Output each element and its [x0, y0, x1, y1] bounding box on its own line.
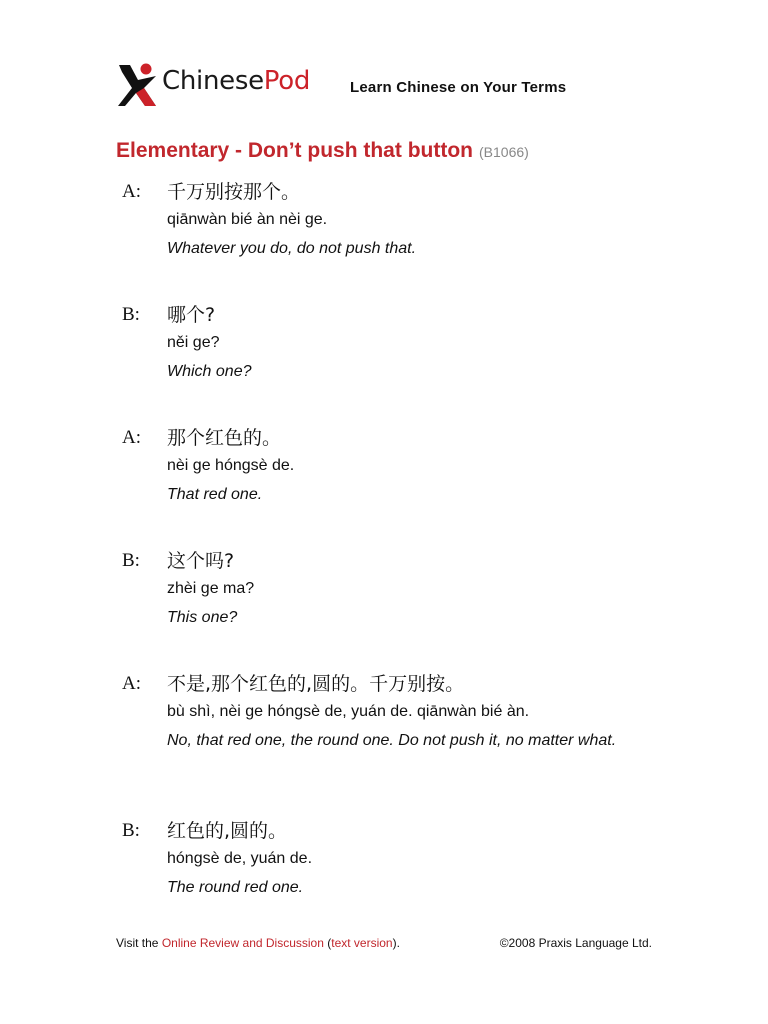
pinyin-text: bù shì, nèi ge hóngsè de, yuán de. qiānwàn bié àn. [167, 703, 530, 720]
dialogue-line [122, 178, 662, 301]
footer-visit-prefix: Visit the [116, 936, 162, 950]
dialogue-line [122, 670, 662, 817]
hanzi-text: 这个吗? [167, 550, 235, 572]
header [116, 60, 676, 110]
pinyin-text: něi ge? [167, 334, 220, 351]
lesson-code: (B1066) [479, 144, 529, 160]
hanzi-text: 哪个? [167, 304, 216, 326]
speaker-label: B: [122, 304, 140, 325]
hanzi-text: 红色的,圆的。 [167, 820, 288, 842]
logo-accent: Pod [263, 66, 311, 96]
hanzi-text: 千万别按那个。 [167, 181, 301, 203]
pinyin-text: nèi ge hóngsè de. [167, 457, 295, 474]
speaker-label: A: [122, 673, 141, 694]
speaker-label: B: [122, 820, 140, 841]
pinyin-text: zhèi ge ma? [167, 580, 255, 597]
footer-paren-open: ( [323, 936, 332, 950]
dialogue-line [122, 301, 662, 424]
hanzi-text: 不是,那个红色的,圆的。千万别按。 [167, 673, 465, 695]
logo-main: Chinese [162, 66, 264, 96]
speaker-label: B: [122, 550, 140, 571]
lesson-title [116, 139, 529, 163]
dialogue [122, 178, 662, 917]
dialogue-line [122, 817, 662, 917]
logo-wordmark [162, 66, 310, 96]
hanzi-text: 那个红色的。 [167, 427, 282, 449]
tagline: Learn Chinese on Your Terms [350, 79, 567, 96]
speaker-label: A: [122, 427, 141, 448]
english-translation: No, that red one, the round one. Do not push it, no matter what. [167, 732, 617, 749]
dialogue-line [122, 424, 662, 547]
english-translation: This one? [167, 609, 238, 626]
speaker-label: A: [122, 181, 141, 202]
footer [116, 936, 652, 950]
english-translation: That red one. [167, 486, 263, 503]
pinyin-text: qiānwàn bié àn nèi ge. [167, 211, 328, 228]
english-translation: Whatever you do, do not push that. [167, 240, 417, 257]
text-version-link[interactable]: text version [331, 936, 393, 950]
footer-paren-close: ). [392, 936, 400, 950]
chinesepod-logo-icon [116, 62, 160, 108]
english-translation: Which one? [167, 363, 252, 380]
pinyin-text: hóngsè de, yuán de. [167, 850, 313, 867]
dialogue-line [122, 547, 662, 670]
lesson-title-text: Elementary - Don’t push that button [116, 139, 473, 162]
english-translation: The round red one. [167, 879, 304, 896]
copyright-text: ©2008 Praxis Language Ltd. [499, 936, 652, 950]
online-review-link[interactable]: Online Review and Discussion [161, 936, 324, 950]
